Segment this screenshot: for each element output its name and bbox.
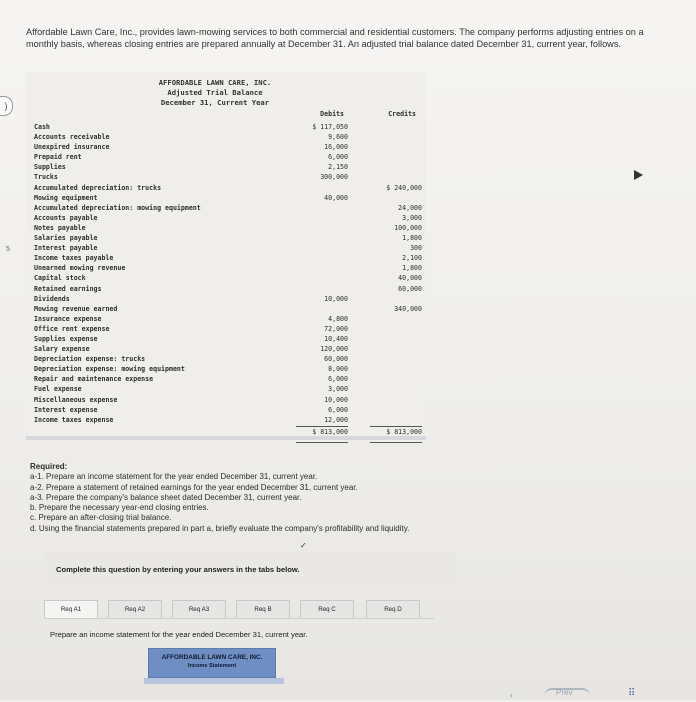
tb-debit-amount: 9,600 <box>328 133 348 142</box>
tab-req-a2[interactable]: Req A2 <box>108 600 162 618</box>
required-section <box>30 462 670 534</box>
required-items <box>30 472 670 534</box>
tb-row <box>34 243 422 253</box>
tb-account-name: Retained earnings <box>34 284 102 293</box>
tb-credit-amount: 300 <box>410 244 422 253</box>
tb-row <box>34 152 422 162</box>
tb-credit-amount: 340,000 <box>394 304 422 313</box>
tb-row <box>34 405 422 415</box>
tb-debit-amount: 8,000 <box>328 365 348 374</box>
tb-account-name: Depreciation expense: mowing equipment <box>34 365 185 374</box>
tb-debit-amount: 2,150 <box>328 163 348 172</box>
tb-account-name: Accounts receivable <box>34 133 110 142</box>
grid-icon[interactable]: ⠿ <box>628 688 635 699</box>
tb-row <box>34 395 422 405</box>
tb-account-name: Fuel expense <box>34 385 82 394</box>
tb-column-headers <box>34 108 422 122</box>
problem-intro: Affordable Lawn Care, Inc., provides lawn-mowing services to both commercial and residential customers. The company performs adjusting entries on a monthly basis, whereas closing entries are prepared annually at December 31. An adjusted trial balance dated December 31, current year, follows. <box>26 27 644 49</box>
tb-row <box>34 253 422 263</box>
complete-note: Complete this question by entering your answers in the tabs below. <box>44 552 456 588</box>
req-tabs <box>44 600 434 618</box>
tb-credit-amount: 2,100 <box>402 254 422 263</box>
tb-debit-amount: 60,000 <box>324 355 348 364</box>
tb-credit-amount: 60,000 <box>398 284 422 293</box>
tb-debit-amount: 120,000 <box>320 345 348 354</box>
tb-debit-amount: 6,000 <box>328 405 348 414</box>
tab-req-d[interactable]: Req D <box>366 600 420 618</box>
tb-account-name: Income taxes expense <box>34 415 114 424</box>
tb-title: Adjusted Trial Balance <box>167 88 263 97</box>
credits-header: Credits <box>388 110 416 118</box>
tb-debit-amount: 72,000 <box>324 324 348 333</box>
tab-req-a3[interactable]: Req A3 <box>172 600 226 618</box>
tb-row <box>34 314 422 324</box>
tb-debit-amount: 300,000 <box>320 173 348 182</box>
tb-debit-amount: $ 117,050 <box>312 123 348 131</box>
statement-header-underbar <box>144 678 284 684</box>
tb-credit-amount: 3,000 <box>402 213 422 222</box>
tb-row <box>34 284 422 294</box>
required-item: c. Prepare an after-closing trial balance. <box>30 513 172 523</box>
tb-row <box>34 213 422 223</box>
tb-account-name: Supplies expense <box>34 334 98 343</box>
tb-row <box>34 294 422 304</box>
tb-debit-amount: 4,800 <box>328 314 348 323</box>
tb-row <box>34 334 422 344</box>
task-prompt: Prepare an income statement for the year ended December 31, current year. <box>50 630 308 639</box>
tb-account-name: Miscellaneous expense <box>34 395 118 404</box>
required-title: Required: <box>30 462 68 471</box>
total-credits: $ 813,000 <box>386 427 422 436</box>
tb-debit-amount: 10,400 <box>324 334 348 343</box>
tb-account-name: Supplies <box>34 163 66 172</box>
tb-row <box>34 273 422 283</box>
debit-underline <box>296 426 348 427</box>
tb-account-name: Unexpired insurance <box>34 143 110 152</box>
tb-row <box>34 384 422 394</box>
tb-account-name: Salary expense <box>34 345 90 354</box>
tb-credit-amount: 40,000 <box>398 274 422 283</box>
tb-row <box>34 233 422 243</box>
tb-row <box>34 374 422 384</box>
tb-row <box>34 354 422 364</box>
tb-account-name: Unearned mowing revenue <box>34 264 126 273</box>
tb-row <box>34 223 422 233</box>
required-item: a-2. Prepare a statement of retained earnings for the year ended December 31, current year. <box>30 482 358 492</box>
tb-credit-amount: 1,800 <box>402 234 422 243</box>
tb-row <box>34 172 422 182</box>
required-item: d. Using the financial statements prepared in part a, briefly evaluate the company's profitability and liquidity. <box>30 523 410 533</box>
tb-row <box>34 142 422 152</box>
prev-button-label: Prev <box>556 688 573 697</box>
tb-date: December 31, Current Year <box>160 98 270 107</box>
tb-row <box>34 122 422 132</box>
tb-credit-amount: 24,000 <box>398 203 422 212</box>
side-page-number: 5 <box>6 246 10 253</box>
tb-account-name: Depreciation expense: trucks <box>34 355 146 364</box>
checkmark-icon: ✓ <box>300 541 307 550</box>
tb-account-name: Mowing revenue earned <box>34 304 118 313</box>
chevron-right-icon[interactable]: ) <box>0 96 13 116</box>
tb-account-name: Insurance expense <box>34 314 102 323</box>
tb-debit-amount: 10,000 <box>324 395 348 404</box>
tb-row <box>34 132 422 142</box>
tb-account-name: Prepaid rent <box>34 153 82 162</box>
debits-header: Debits <box>320 110 344 118</box>
tb-row <box>34 415 422 425</box>
tb-row <box>34 183 422 193</box>
tb-debit-amount: 16,000 <box>324 143 348 152</box>
tb-account-name: Accounts payable <box>34 213 98 222</box>
credit-underline <box>370 426 422 427</box>
statement-title: Income Statement <box>187 663 237 669</box>
tb-rows <box>34 122 422 425</box>
tb-credit-amount: $ 240,000 <box>386 183 422 192</box>
tb-row <box>34 203 422 213</box>
tb-account-name: Salaries payable <box>34 234 98 243</box>
tab-req-c[interactable]: Req C <box>300 600 354 618</box>
tb-row <box>34 263 422 273</box>
tb-account-name: Trucks <box>34 173 58 182</box>
tabs-baseline <box>44 618 434 619</box>
tb-account-name: Cash <box>34 123 50 131</box>
tb-account-name: Dividends <box>34 294 70 303</box>
tb-credit-amount: 1,800 <box>402 264 422 273</box>
tb-row <box>34 193 422 203</box>
tb-debit-amount: 3,000 <box>328 385 348 394</box>
tb-row <box>34 364 422 374</box>
tb-row <box>34 304 422 314</box>
tb-account-name: Repair and maintenance expense <box>34 375 154 384</box>
trial-balance-heading <box>130 78 300 108</box>
tb-debit-amount: 12,000 <box>324 415 348 424</box>
tab-req-b[interactable]: Req B <box>236 600 290 618</box>
total-debits: $ 813,000 <box>312 427 348 436</box>
tb-row <box>34 324 422 334</box>
tb-debit-amount: 40,000 <box>324 193 348 202</box>
required-item: a-3. Prepare the company's balance sheet dated December 31, current year. <box>30 492 302 502</box>
tb-account-name: Interest expense <box>34 405 98 414</box>
tb-account-name: Capital stock <box>34 274 86 283</box>
tb-account-name: Accumulated depreciation: mowing equipment <box>34 203 201 212</box>
tb-account-name: Income taxes payable <box>34 254 114 263</box>
statement-company: AFFORDABLE LAWN CARE, INC. <box>161 654 263 661</box>
back-chevron-icon[interactable]: ‹ <box>510 690 513 700</box>
tab-req-a1[interactable]: Req A1 <box>44 600 98 618</box>
tb-account-name: Notes payable <box>34 223 86 232</box>
trial-balance-table <box>34 108 422 441</box>
tb-debit-amount: 6,000 <box>328 153 348 162</box>
required-item: a-1. Prepare an income statement for the year ended December 31, current year. <box>30 472 318 482</box>
required-item: b. Prepare the necessary year-end closing entries. <box>30 503 209 513</box>
table-bottom-stripe <box>26 436 426 440</box>
tb-company-name: AFFORDABLE LAWN CARE, INC. <box>158 78 272 87</box>
tb-debit-amount: 6,000 <box>328 375 348 384</box>
tb-account-name: Interest payable <box>34 244 98 253</box>
tb-row <box>34 344 422 354</box>
income-statement-header <box>148 648 276 678</box>
tb-debit-amount: 10,000 <box>324 294 348 303</box>
tb-account-name: Mowing equipment <box>34 193 98 202</box>
tb-row <box>34 162 422 172</box>
cursor-arrow-icon <box>634 170 643 180</box>
tb-credit-amount: 100,000 <box>394 223 422 232</box>
tb-account-name: Accumulated depreciation: trucks <box>34 183 162 192</box>
tb-account-name: Office rent expense <box>34 324 110 333</box>
